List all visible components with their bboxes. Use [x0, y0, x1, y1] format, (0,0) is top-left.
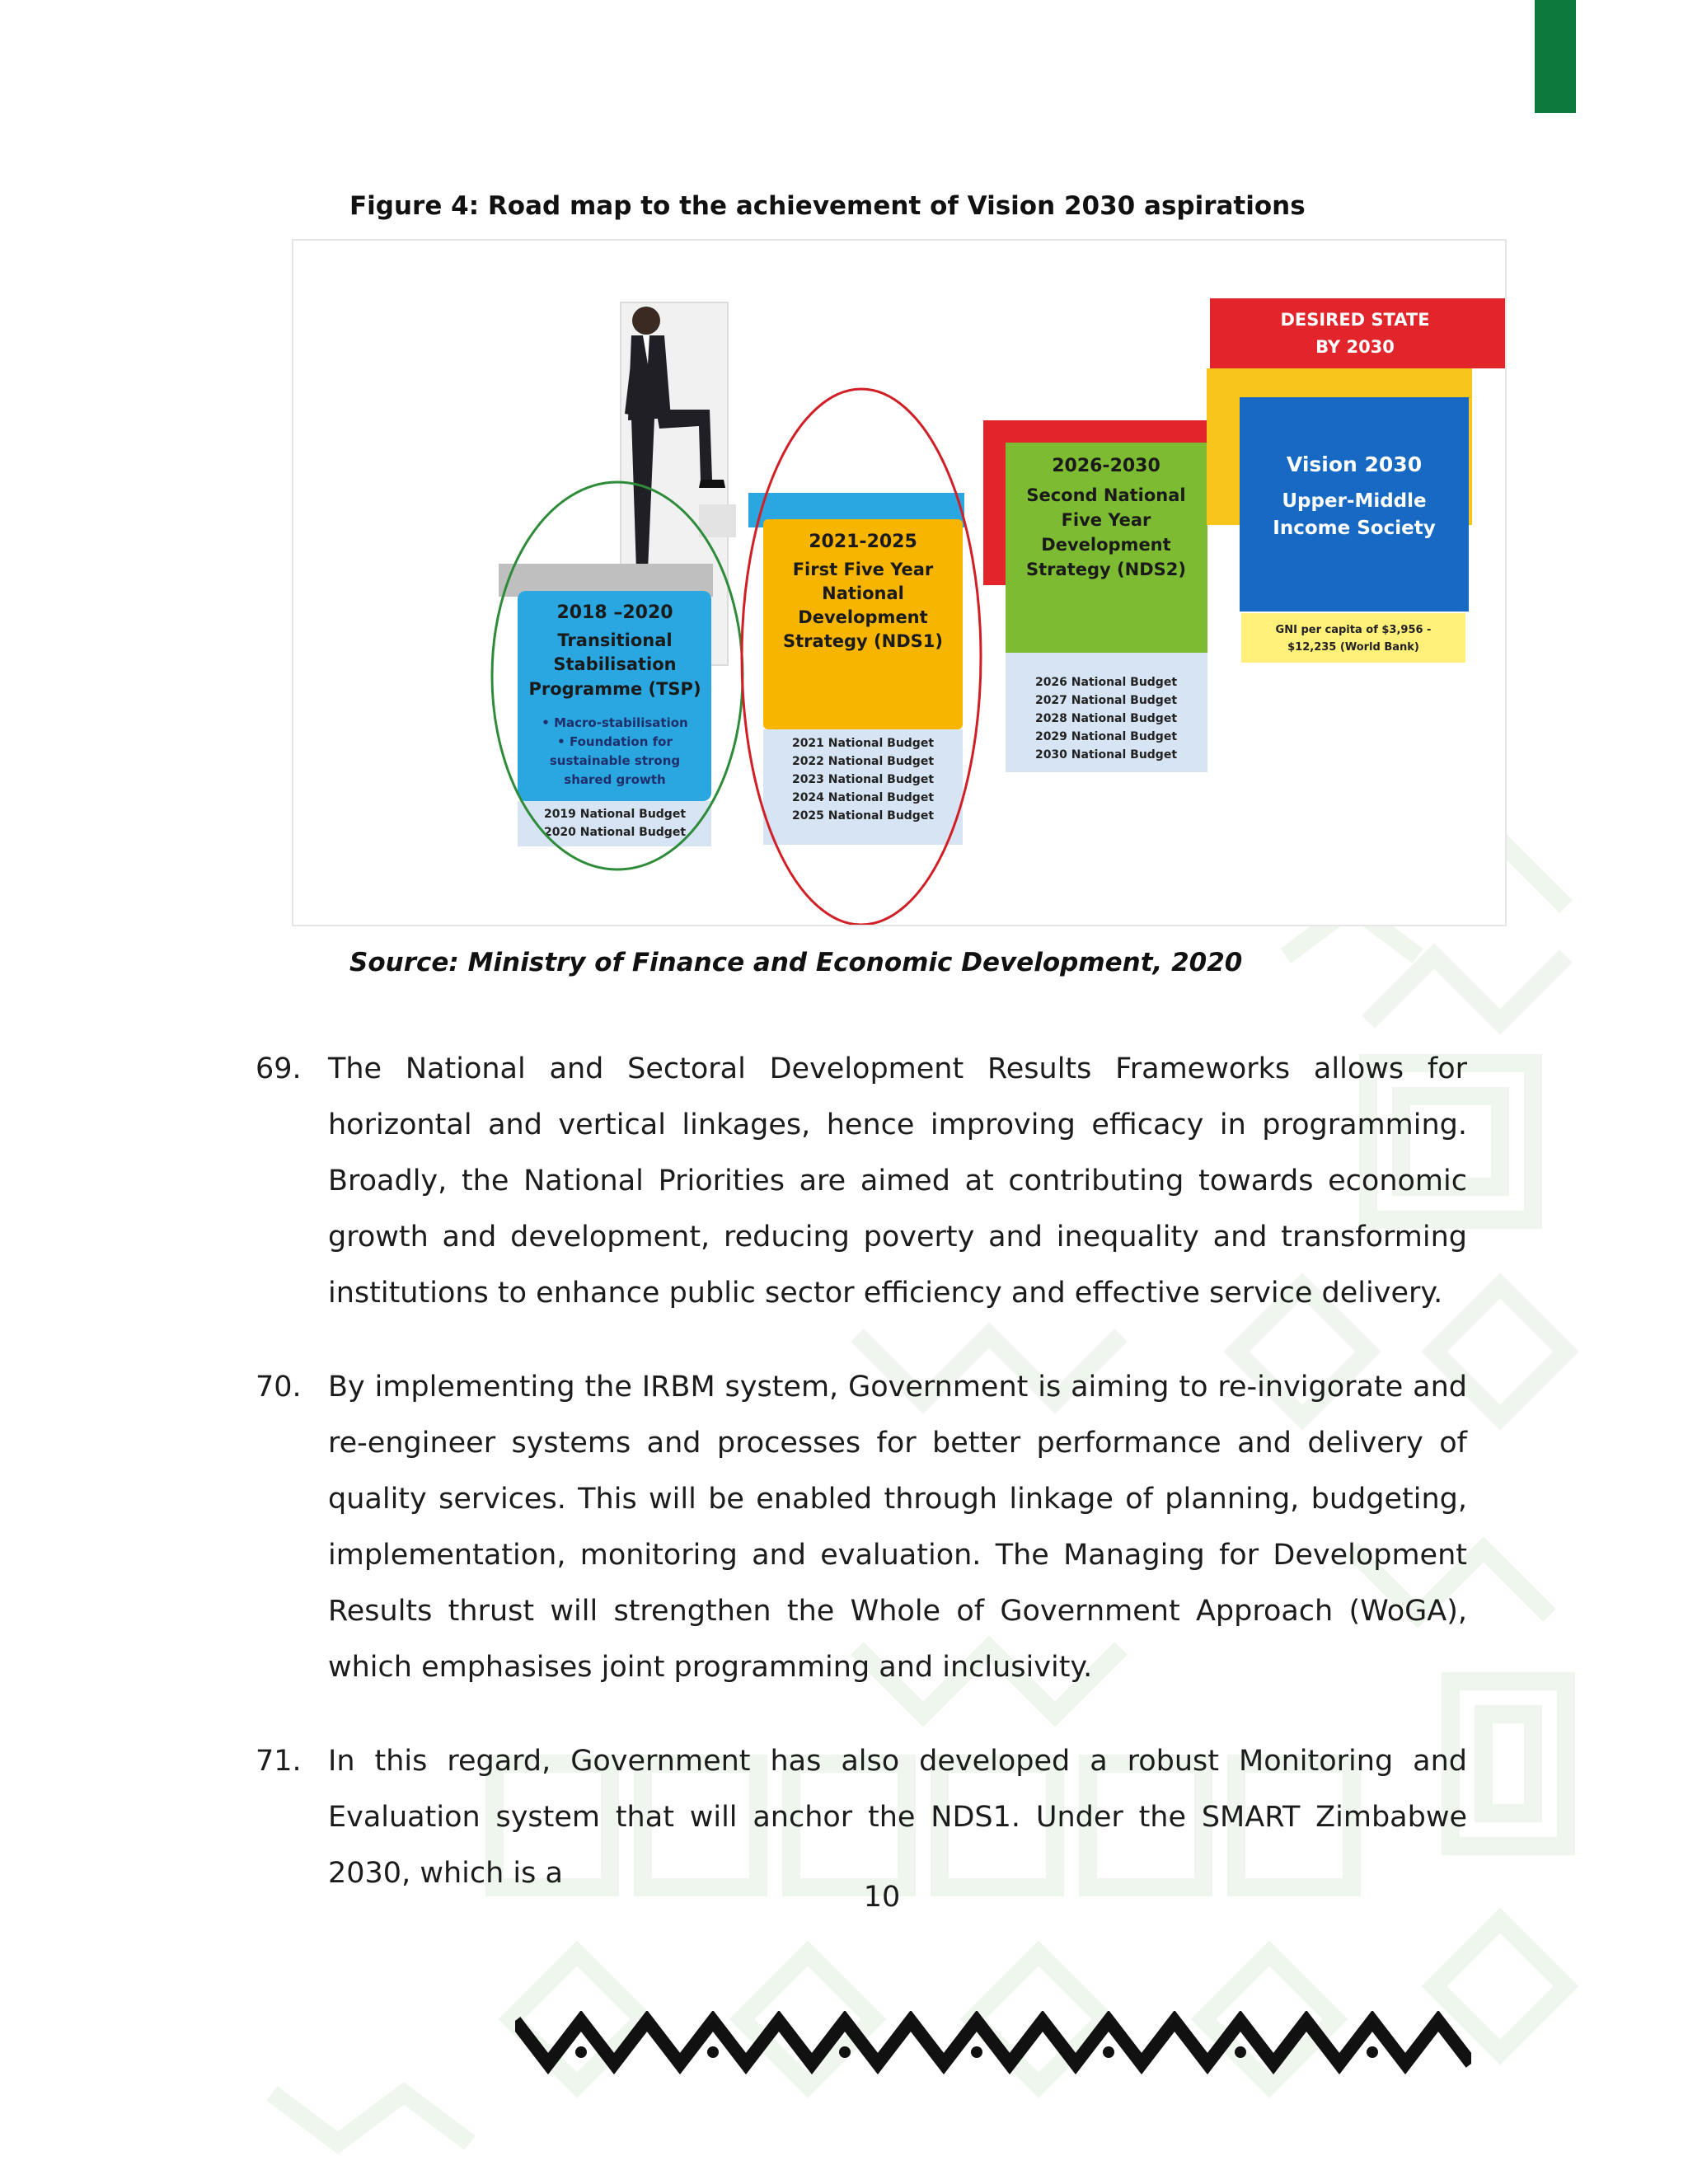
nds2-years: 2026-2030 — [1052, 456, 1160, 476]
nds1-budget-3: 2023 National Budget — [791, 773, 935, 786]
vision-title: Vision 2030 — [1286, 452, 1423, 476]
nds2-title-1: Second National — [1026, 485, 1186, 505]
page-corner-tab — [1535, 0, 1576, 113]
gni-line-2: $12,235 (World Bank) — [1287, 641, 1419, 654]
nds1-years: 2021-2025 — [809, 532, 917, 552]
figure-source: Source: Ministry of Finance and Economic Development, 2020 — [349, 948, 1243, 977]
stage-tsp — [499, 564, 713, 846]
paragraph-number: 69. — [256, 1052, 302, 1085]
page-number: 10 — [863, 1881, 901, 1914]
tsp-bullet-2: • Foundation for — [557, 734, 673, 749]
stage-nds2 — [983, 420, 1207, 772]
nds1-budget-2: 2022 National Budget — [791, 755, 935, 768]
nds1-title-4: Strategy (NDS1) — [783, 631, 943, 651]
nds1-title-1: First Five Year — [792, 560, 934, 579]
nds2-title-2: Five Year — [1061, 510, 1151, 530]
tsp-bullet-1: • Macro-stabilisation — [542, 715, 688, 730]
paragraph-text: In this regard, Government has also developed a robust Monitoring and Evaluation system that will anchor the NDS1. Under the SMART Zimbabwe 2030, which is a — [328, 1745, 1467, 1890]
vision-subtitle-2: Income Society — [1273, 518, 1436, 539]
tsp-budget-1: 2019 National Budget — [543, 808, 687, 821]
tsp-years: 2018 –2020 — [556, 602, 673, 623]
tsp-title-1: Transitional — [557, 630, 673, 650]
desired-state-line-1: DESIRED STATE — [1280, 310, 1430, 330]
paragraph-text: The National and Sectoral Development Results Frameworks allows for horizontal and vertical linkages, hence improving efficacy in programming. Broadly, the National Priorities are aimed at contributing towards economic growth and development, reducing poverty and inequality and transforming institutions to enhance public sector efficiency and effective service delivery. — [328, 1052, 1467, 1310]
nds2-title-3: Development — [1041, 535, 1171, 555]
nds2-budget-5: 2030 National Budget — [1034, 748, 1178, 762]
nds1-budget-1: 2021 National Budget — [791, 737, 935, 750]
paragraph-number: 70. — [256, 1371, 302, 1404]
nds2-title-4: Strategy (NDS2) — [1026, 560, 1186, 579]
figure-caption: Figure 4: Road map to the achievement of Vision 2030 aspirations — [349, 191, 1306, 221]
vision-subtitle-1: Upper-Middle — [1282, 490, 1427, 512]
roadmap-diagram — [293, 241, 1505, 925]
nds1-title-3: Development — [798, 607, 928, 627]
paragraph-text: By implementing the IRBM system, Government is aiming to re-invigorate and re-engineer systems and processes for better performance and delivery of quality services. This will be enabled through linkage of planning, budgeting, implementation, monitoring and evaluation. The Managing for Development Results thrust will strengthen the Whole of Government Approach (WoGA), which emphasises joint programming and inclusivity. — [328, 1371, 1467, 1684]
nds1-budget-4: 2024 National Budget — [791, 791, 935, 804]
tsp-title-3: Programme (TSP) — [528, 679, 701, 699]
nds1-budget-5: 2025 National Budget — [791, 809, 935, 823]
stage-vision-2030 — [1207, 298, 1505, 663]
nds1-title-2: National — [822, 583, 904, 603]
nds2-budget-3: 2028 National Budget — [1034, 712, 1178, 725]
gni-line-1: GNI per capita of $3,956 - — [1275, 624, 1432, 636]
tsp-title-2: Stabilisation — [553, 654, 677, 674]
stage-nds1 — [748, 493, 964, 845]
nds2-budget-1: 2026 National Budget — [1034, 676, 1178, 689]
paragraph-number: 71. — [256, 1745, 302, 1778]
nds2-budget-2: 2027 National Budget — [1034, 694, 1178, 707]
tsp-bullet-4: shared growth — [564, 772, 666, 787]
tsp-budget-2: 2020 National Budget — [543, 826, 687, 839]
paragraph-71 — [256, 1733, 1467, 1901]
paragraph-70 — [256, 1359, 1467, 1695]
decorative-zigzag-border — [515, 2011, 1471, 2077]
tsp-bullet-3: sustainable strong — [549, 753, 681, 768]
desired-state-line-2: BY 2030 — [1315, 337, 1395, 357]
paragraph-69 — [256, 1041, 1467, 1321]
nds2-budget-4: 2029 National Budget — [1034, 730, 1178, 743]
roadmap-figure — [292, 239, 1507, 926]
